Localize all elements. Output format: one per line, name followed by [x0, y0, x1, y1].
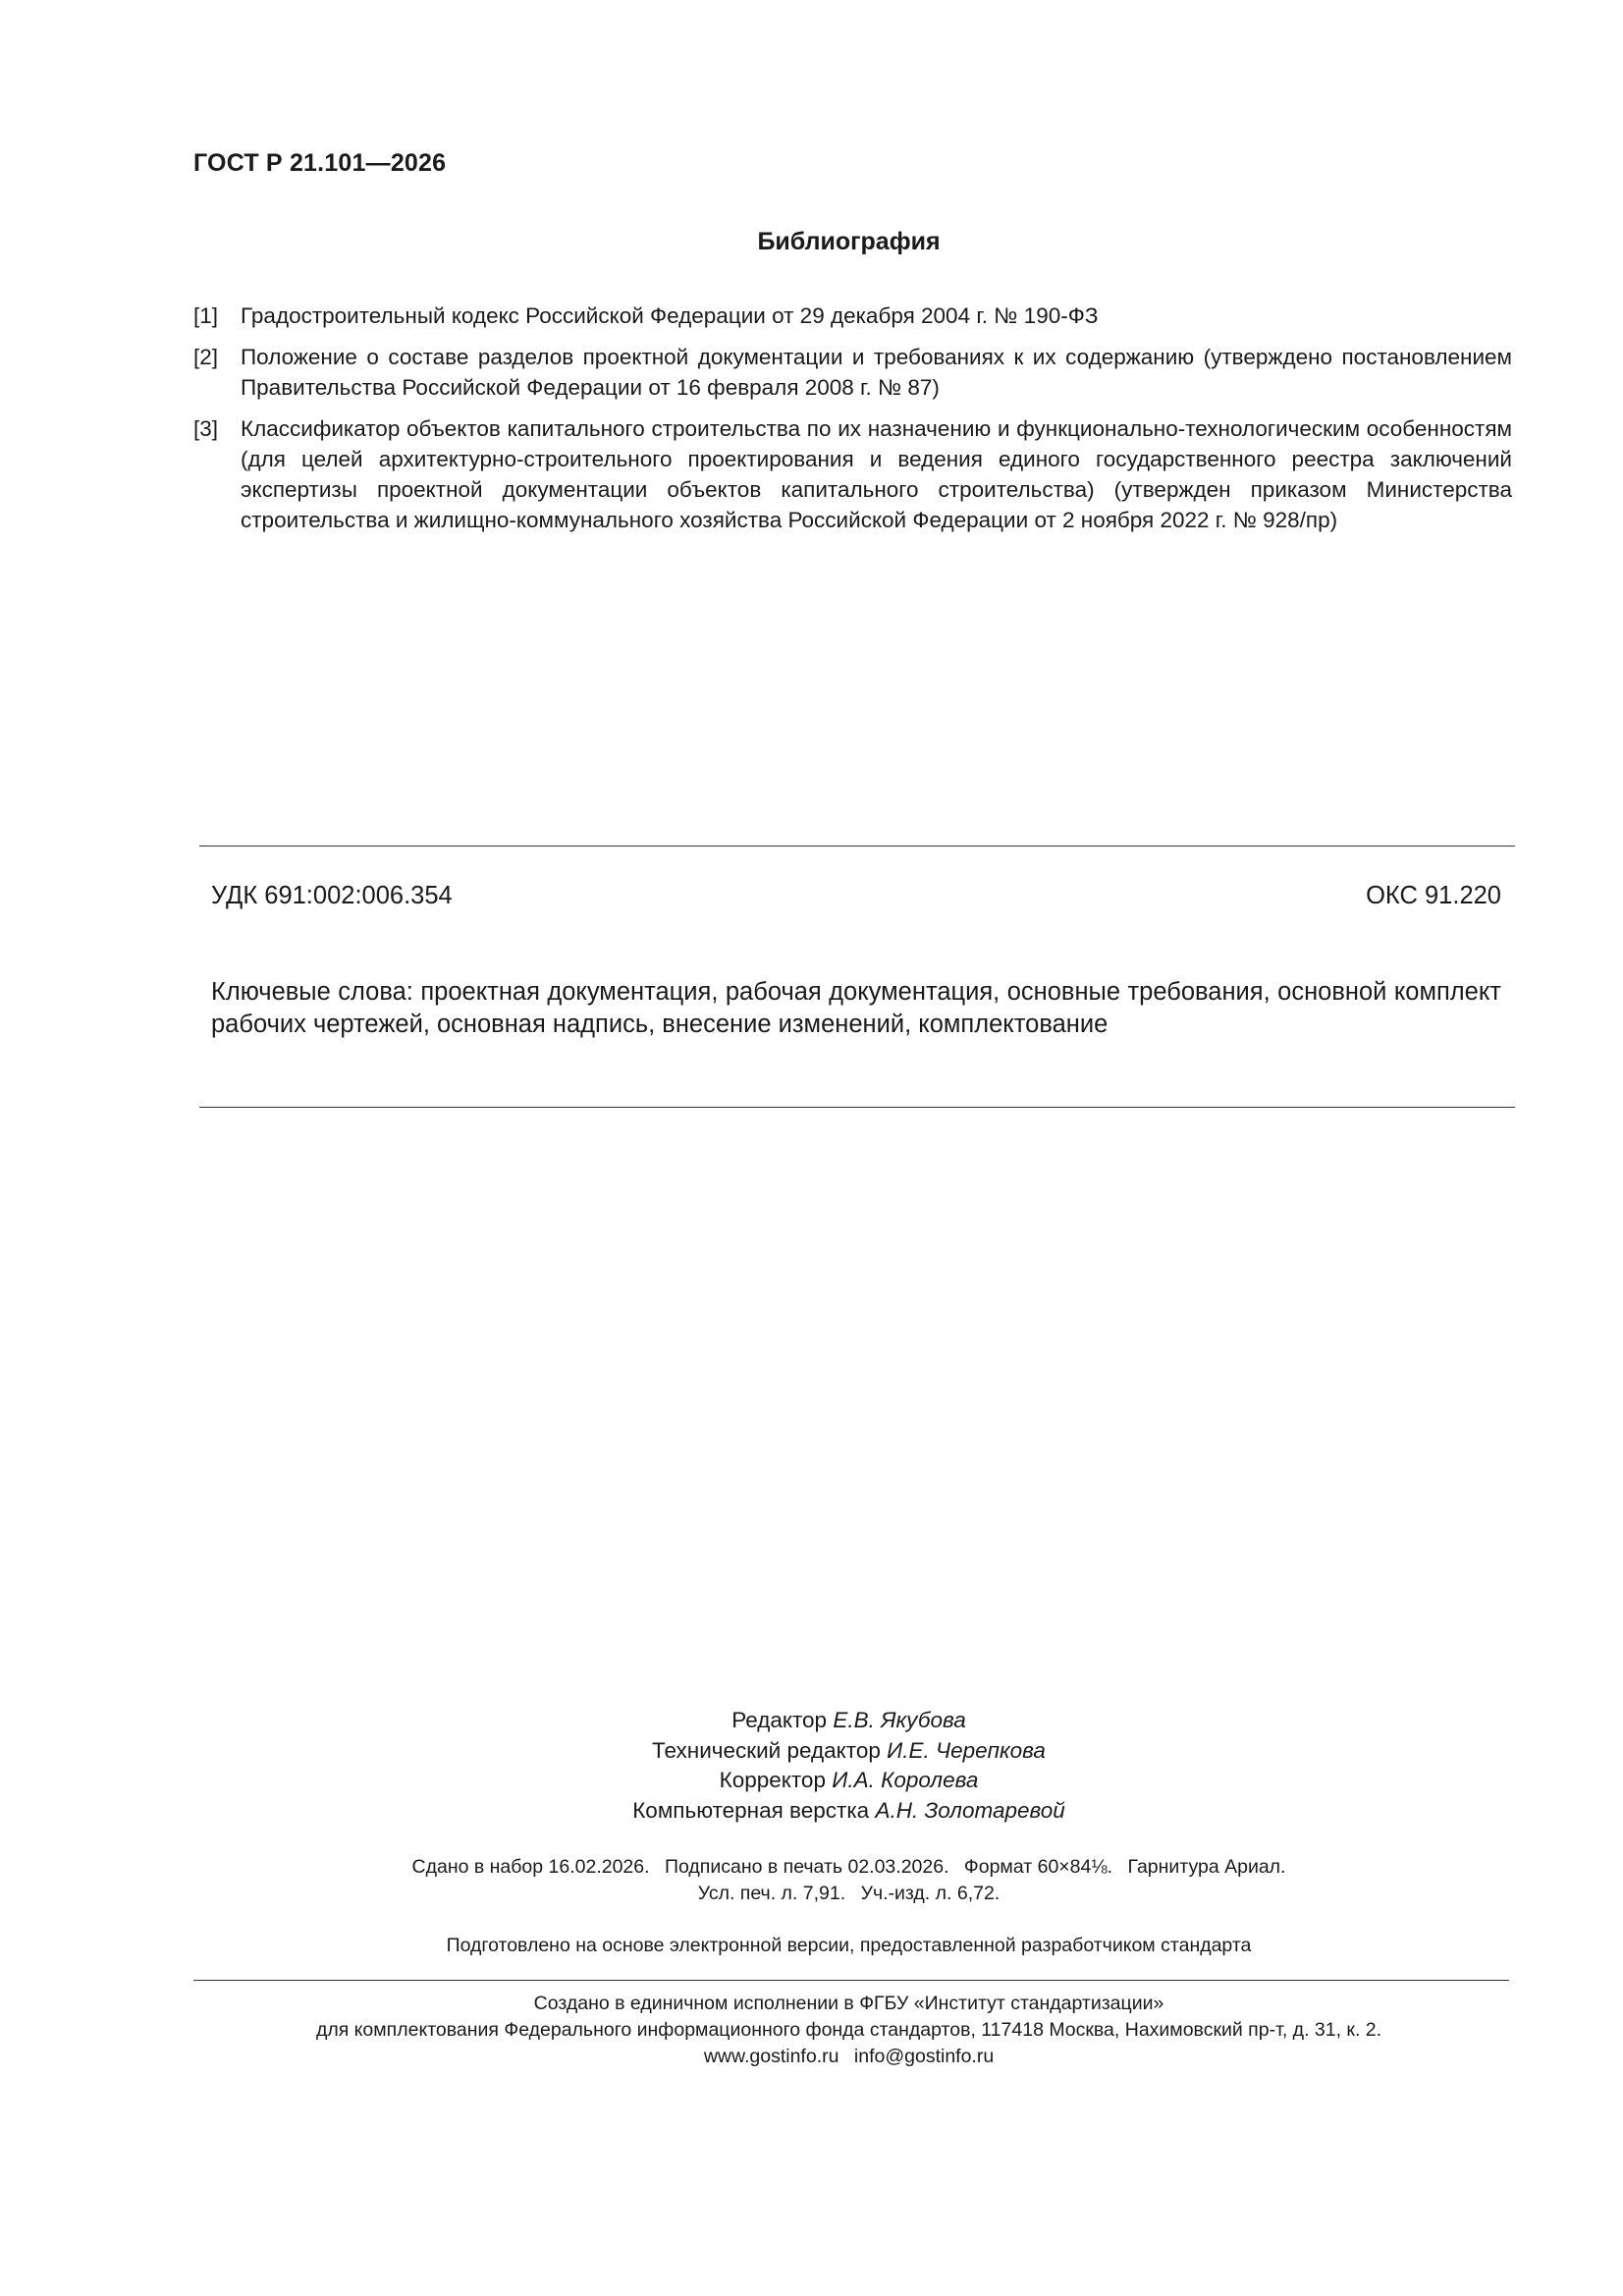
- bibliography-item: [193, 413, 1512, 535]
- print-info-line-1: [75, 1854, 1623, 1881]
- udk-code: УДК 691:002:006.354: [211, 882, 453, 909]
- typeset-date: Сдано в набор 16.02.2026.: [411, 1856, 650, 1878]
- credit-name: А.Н. Золотаревой: [875, 1797, 1065, 1823]
- credit-line-proofreader: [75, 1766, 1623, 1796]
- bibliography-item-text: Классификатор объектов капитального строительства по их назначению и функционально-технологическим особенностям (для целей архитектурно-строительного проектирования и ведения единого государственного реестра заключений экспертизы проектной документации объектов капитального строительства) (утвержден приказом Министерства строительства и жилищно-коммунального хозяйства Российской Федерации от 2 ноября 2022 г. № 928/пр): [241, 416, 1512, 532]
- credit-line-tech-editor: [75, 1736, 1623, 1767]
- print-sheets: Усл. печ. л. 7,91.: [697, 1883, 846, 1904]
- publisher-block: [0, 1991, 1623, 2070]
- credit-role: Редактор: [731, 1708, 828, 1732]
- bibliography-item: [193, 301, 1512, 331]
- top-divider: [199, 846, 1515, 847]
- bibliography-item: [193, 342, 1512, 403]
- email-link[interactable]: info@gostinfo.ru: [853, 2046, 995, 2067]
- document-code: ГОСТ Р 21.101—2026: [193, 149, 447, 177]
- bottom-divider: [199, 1107, 1515, 1108]
- bibliography-item-number: [2]: [193, 345, 219, 369]
- prepared-note: Подготовлено на основе электронной версии, предоставленной разработчиком стандарта: [446, 1935, 1252, 1956]
- credit-role: Технический редактор: [652, 1737, 881, 1763]
- print-info-line-2: [75, 1881, 1623, 1907]
- website-link[interactable]: www.gostinfo.ru: [703, 2046, 839, 2067]
- publisher-divider: [193, 1980, 1509, 1981]
- publisher-line-2: для комплектования Федерального информационного фонда стандартов, 117418 Москва, Нахимовский пр-т, д. 31, к. 2.: [315, 2019, 1382, 2041]
- credit-name: Е.В. Якубова: [833, 1708, 966, 1732]
- signed-date: Подписано в печать 02.03.2026.: [664, 1856, 949, 1878]
- publisher-contacts: [75, 2044, 1623, 2070]
- bibliography-item-text: Градостроительный кодекс Российской Федерации от 29 декабря 2004 г. № 190-ФЗ: [241, 303, 1099, 328]
- credit-name: И.Е. Черепкова: [887, 1737, 1046, 1763]
- bibliography-item-number: [3]: [193, 416, 219, 441]
- credit-role: Корректор: [719, 1768, 826, 1792]
- bibliography-item-number: [1]: [193, 303, 219, 328]
- credits-block: [0, 1706, 1623, 1826]
- print-info: [0, 1854, 1623, 1907]
- keywords: Ключевые слова: проектная документация, рабочая документация, основные требования, основной комплект рабочих чертежей, основная надпись, внесение изменений, комплектование: [211, 978, 1501, 1038]
- publisher-line-1: Создано в единичном исполнении в ФГБУ «Институт стандартизации»: [533, 1993, 1164, 2014]
- publisher-sheets: Уч.-изд. л. 6,72.: [860, 1883, 1001, 1904]
- bibliography-title: Библиография: [757, 228, 941, 255]
- credit-line-editor: [75, 1706, 1623, 1736]
- oks-code: ОКС 91.220: [1366, 882, 1501, 909]
- credit-name: И.А. Королева: [832, 1768, 979, 1792]
- paper-format: Формат 60×84⅛.: [963, 1856, 1113, 1878]
- credit-line-layout: [75, 1796, 1623, 1827]
- bibliography-item-text: Положение о составе разделов проектной документации и требованиях к их содержанию (утверждено постановлением Правительства Российской Федерации от 16 февраля 2008 г. № 87): [241, 345, 1512, 400]
- bibliography-list: [193, 301, 1512, 546]
- typeface: Гарнитура Ариал.: [1127, 1856, 1286, 1878]
- credit-role: Компьютерная верстка: [632, 1797, 870, 1823]
